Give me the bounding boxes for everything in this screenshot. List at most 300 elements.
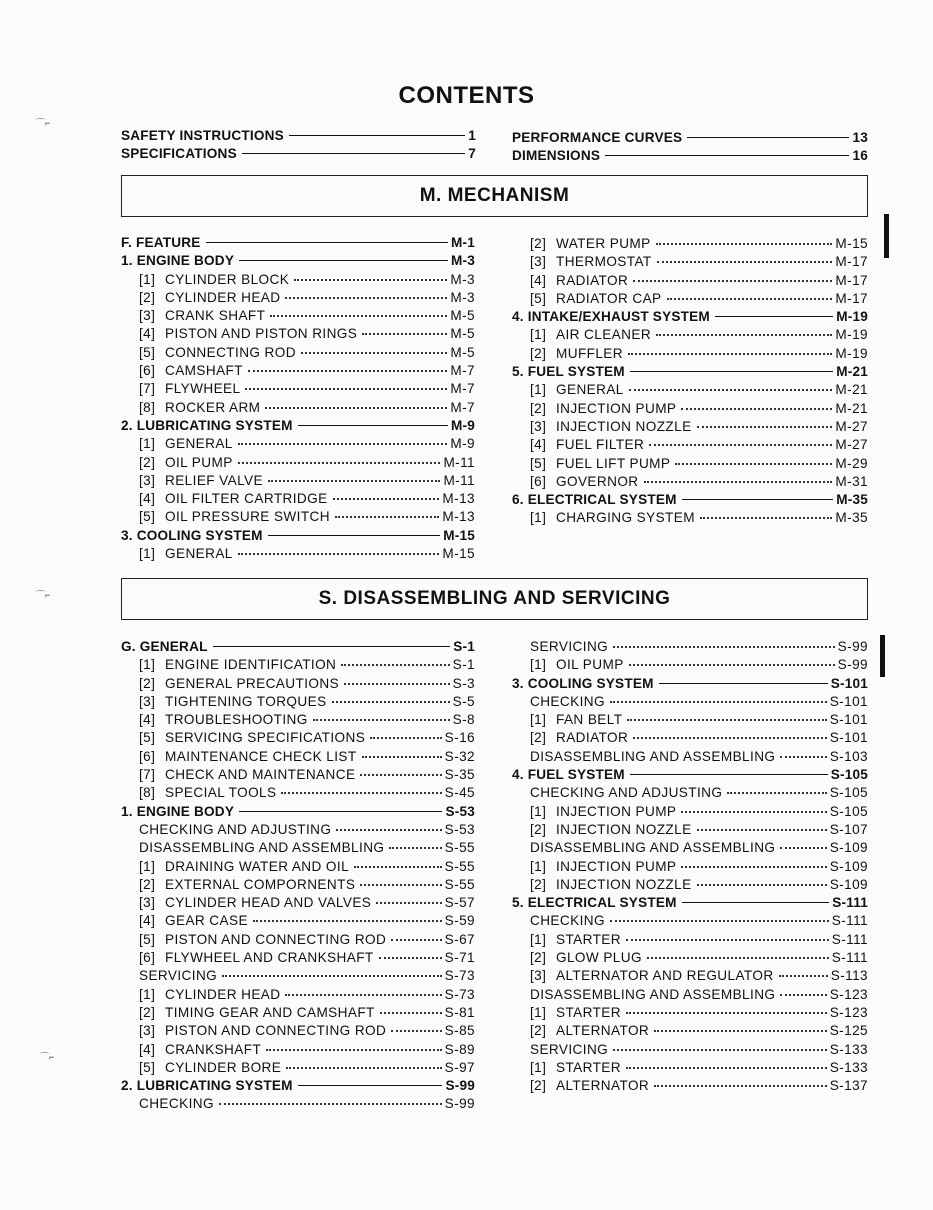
- toc-entry[interactable]: [512, 967, 868, 985]
- page-number: S-99: [837, 639, 868, 654]
- leader-line: [391, 939, 441, 941]
- toc-label: 4. FUEL SYSTEM: [512, 767, 625, 783]
- toc-item-text: CYLINDER HEAD AND VALVES: [165, 895, 372, 911]
- toc-entry[interactable]: [512, 253, 868, 271]
- toc-entry[interactable]: [121, 656, 475, 674]
- toc-entry[interactable]: [512, 931, 868, 949]
- page-number: S-111: [831, 950, 868, 966]
- page-number: M-3: [450, 253, 475, 269]
- toc-label: CHECKING AND ADJUSTING: [139, 821, 332, 837]
- toc-label: DIMENSIONS: [512, 148, 601, 164]
- toc-label: [121, 307, 267, 325]
- leader-line: [270, 315, 447, 317]
- leader-line: [697, 426, 833, 428]
- leader-line: [360, 884, 441, 886]
- toc-entry[interactable]: [512, 1022, 868, 1040]
- toc-label: [121, 325, 359, 343]
- toc-label: CHECKING: [139, 1096, 214, 1112]
- toc-entry[interactable]: [512, 803, 868, 821]
- page-number: S-8: [452, 712, 475, 728]
- toc-item-number: [5]: [530, 455, 547, 471]
- toc-entry[interactable]: [512, 821, 868, 839]
- leader-line: [268, 480, 440, 482]
- toc-entry[interactable]: [121, 508, 475, 526]
- toc-entry[interactable]: [121, 967, 475, 985]
- toc-label: [121, 858, 351, 876]
- toc-label: [121, 931, 388, 949]
- leader-line: [222, 975, 442, 977]
- leader-line: [647, 957, 829, 959]
- toc-item-text: CHECK AND MAINTENANCE: [165, 767, 356, 783]
- leader-line: [626, 1012, 827, 1014]
- toc-entry[interactable]: [121, 949, 475, 967]
- leader-line: [649, 444, 832, 446]
- toc-entry[interactable]: [512, 986, 868, 1004]
- leader-line: [626, 1067, 827, 1069]
- toc-entry[interactable]: [512, 381, 868, 399]
- toc-label: [121, 766, 357, 784]
- toc-entry[interactable]: [121, 986, 475, 1004]
- leader-line: [206, 242, 448, 243]
- leader-line: [610, 920, 829, 922]
- leader-line: [336, 829, 441, 831]
- toc-entry[interactable]: [121, 912, 475, 930]
- leader-line: [219, 1103, 442, 1105]
- toc-item-number: [4]: [139, 913, 156, 929]
- toc-entry[interactable]: [512, 235, 868, 253]
- toc-entry[interactable]: [121, 380, 475, 398]
- toc-entry[interactable]: [512, 729, 868, 747]
- toc-item-text: ALTERNATOR: [556, 1078, 650, 1094]
- page-number: S-111: [831, 931, 868, 947]
- page-number: M-5: [450, 308, 475, 324]
- toc-item-text: INJECTION PUMP: [556, 400, 677, 416]
- leader-line: [335, 516, 439, 518]
- toc-item-number: [3]: [530, 418, 547, 434]
- toc-item-number: [1]: [530, 931, 547, 947]
- toc-item-text: CYLINDER BORE: [165, 1059, 282, 1075]
- page-number: 1: [468, 128, 476, 143]
- leader-line: [675, 463, 832, 465]
- leader-line: [281, 792, 441, 794]
- toc-entry[interactable]: [512, 784, 868, 802]
- page-number: S-1: [453, 639, 475, 654]
- toc-entry[interactable]: [512, 748, 868, 766]
- toc-item-text: STARTER: [556, 931, 621, 947]
- toc-label: SERVICING: [139, 968, 218, 984]
- leader-line: [610, 701, 827, 703]
- toc-item-text: FUEL FILTER: [556, 437, 645, 453]
- toc-entry[interactable]: [121, 344, 475, 362]
- toc-chapter-entry[interactable]: [121, 234, 475, 252]
- leader-line: [362, 333, 447, 335]
- toc-chapter-entry[interactable]: [512, 491, 868, 509]
- toc-chapter-entry[interactable]: [121, 417, 475, 435]
- toc-label: [512, 931, 623, 949]
- page-number: S-55: [444, 840, 475, 856]
- toc-item-text: RADIATOR: [556, 730, 629, 746]
- leader-line: [239, 811, 442, 812]
- leader-line: [344, 683, 450, 685]
- leader-line: [656, 334, 832, 336]
- leader-line: [780, 756, 826, 758]
- page-number: M-27: [835, 437, 868, 453]
- toc-label: [121, 894, 373, 912]
- toc-item-number: [4]: [139, 326, 156, 342]
- toc-chapter-entry[interactable]: [121, 638, 475, 656]
- leader-line: [298, 1085, 443, 1086]
- toc-item-number: [2]: [530, 950, 547, 966]
- leader-line: [687, 137, 849, 138]
- toc-item-number: [2]: [530, 236, 547, 251]
- toc-label: [512, 235, 653, 253]
- toc-entry[interactable]: [512, 129, 868, 147]
- toc-entry[interactable]: [512, 147, 868, 165]
- toc-item-text: RELIEF VALVE: [165, 472, 263, 488]
- toc-item-number: [6]: [139, 363, 156, 379]
- page-number: S-107: [829, 821, 868, 837]
- page-number: 16: [852, 148, 868, 164]
- leader-line: [633, 737, 827, 739]
- toc-item-text: PISTON AND CONNECTING ROD: [165, 1023, 387, 1039]
- page-number: S-53: [444, 821, 475, 837]
- toc-entry[interactable]: [121, 876, 475, 894]
- section-tab-marker: [880, 635, 885, 677]
- toc-entry[interactable]: [121, 490, 475, 508]
- toc-entry[interactable]: [121, 839, 475, 857]
- toc-item-text: DRAINING WATER AND OIL: [165, 858, 350, 874]
- leader-line: [286, 1067, 441, 1069]
- toc-item-number: [3]: [139, 308, 156, 324]
- toc-entry[interactable]: [512, 839, 868, 857]
- toc-item-text: FAN BELT: [556, 712, 623, 728]
- toc-label: G. GENERAL: [121, 639, 208, 654]
- page-number: S-45: [444, 785, 475, 801]
- toc-chapter-entry[interactable]: [512, 894, 868, 912]
- toc-item-number: [2]: [139, 876, 156, 892]
- scan-mark: ⌒⌐: [36, 590, 51, 600]
- toc-chapter-entry[interactable]: [121, 252, 475, 270]
- toc-entry[interactable]: [121, 729, 475, 747]
- toc-entry[interactable]: [512, 345, 868, 363]
- page-number: M-17: [835, 290, 868, 306]
- toc-entry[interactable]: [512, 290, 868, 308]
- toc-item-text: OIL PUMP: [165, 454, 233, 470]
- toc-item-text: ALTERNATOR AND REGULATOR: [556, 968, 774, 984]
- toc-entry[interactable]: [512, 326, 868, 344]
- toc-entry[interactable]: [121, 399, 475, 417]
- leader-line: [626, 939, 829, 941]
- page-number: S-113: [830, 968, 868, 984]
- toc-item-number: [2]: [530, 730, 547, 746]
- toc-item-text: SPECIAL TOOLS: [165, 785, 277, 801]
- toc-label: [121, 748, 359, 766]
- toc-item-number: [7]: [139, 381, 156, 397]
- leader-line: [379, 957, 442, 959]
- leader-line: [633, 280, 832, 282]
- toc-label: [512, 253, 654, 271]
- toc-item-number: [1]: [530, 1004, 547, 1020]
- toc-entry[interactable]: [121, 472, 475, 490]
- toc-chapter-entry[interactable]: [512, 363, 868, 381]
- page-number: M-15: [835, 236, 868, 251]
- leader-line: [213, 646, 451, 647]
- toc-item-number: [3]: [530, 968, 547, 984]
- toc-item-number: [3]: [530, 254, 547, 270]
- leader-line: [333, 498, 440, 500]
- toc-entry[interactable]: [512, 473, 868, 491]
- toc-entry[interactable]: [121, 784, 475, 802]
- top-entries-left: [121, 127, 476, 164]
- page-number: M-19: [835, 327, 868, 343]
- toc-entry[interactable]: [512, 418, 868, 436]
- leader-line: [667, 298, 833, 300]
- page-number: M-11: [443, 454, 475, 470]
- toc-item-text: FLYWHEEL AND CRANKSHAFT: [165, 950, 374, 966]
- toc-entry[interactable]: [121, 325, 475, 343]
- toc-entry[interactable]: [512, 436, 868, 454]
- toc-label: 3. COOLING SYSTEM: [121, 527, 263, 543]
- leader-line: [727, 792, 826, 794]
- page-number: 13: [852, 130, 868, 145]
- leader-line: [301, 352, 447, 354]
- page-number: S-71: [444, 950, 475, 966]
- toc-item-text: SERVICING SPECIFICATIONS: [165, 730, 366, 746]
- toc-label: F. FEATURE: [121, 235, 201, 250]
- leader-line: [376, 902, 441, 904]
- leader-line: [681, 408, 832, 410]
- page-number: M-21: [835, 382, 868, 398]
- toc-label: DISASSEMBLING AND ASSEMBLING: [530, 986, 776, 1002]
- toc-entry[interactable]: [121, 821, 475, 839]
- leader-line: [285, 297, 447, 299]
- page-number: S-16: [444, 730, 475, 746]
- page-number: S-109: [829, 876, 868, 892]
- toc-entry[interactable]: [512, 949, 868, 967]
- toc-label: DISASSEMBLING AND ASSEMBLING: [139, 840, 385, 856]
- toc-item-number: [5]: [139, 344, 156, 360]
- toc-entry[interactable]: [512, 509, 868, 527]
- leader-line: [380, 1012, 442, 1014]
- toc-entry[interactable]: [121, 271, 475, 289]
- page-number: S-137: [829, 1078, 868, 1094]
- toc-entry[interactable]: [121, 894, 475, 912]
- toc-label: [121, 711, 310, 729]
- toc-entry[interactable]: [121, 307, 475, 325]
- toc-item-number: [1]: [530, 327, 547, 343]
- toc-entry[interactable]: [121, 711, 475, 729]
- toc-chapter-entry[interactable]: [512, 308, 868, 326]
- mechanism-right-column: [512, 235, 868, 528]
- toc-item-text: FLYWHEEL: [165, 381, 241, 397]
- toc-item-number: [6]: [139, 748, 156, 764]
- toc-entry[interactable]: [121, 362, 475, 380]
- toc-item-text: OIL PRESSURE SWITCH: [165, 509, 330, 525]
- toc-item-text: EXTERNAL COMPORNENTS: [165, 876, 356, 892]
- page-number: S-101: [829, 693, 868, 709]
- toc-chapter-entry[interactable]: [512, 766, 868, 784]
- toc-label: DISASSEMBLING AND ASSEMBLING: [530, 748, 776, 764]
- page-number: S-1: [452, 657, 475, 673]
- toc-entry[interactable]: [512, 455, 868, 473]
- toc-entry[interactable]: [512, 1077, 868, 1095]
- leader-line: [627, 719, 826, 721]
- page-number: M-13: [442, 491, 475, 507]
- toc-entry[interactable]: [512, 876, 868, 894]
- toc-item-text: INJECTION PUMP: [556, 803, 677, 819]
- toc-entry[interactable]: [121, 145, 476, 163]
- toc-label: [121, 490, 330, 508]
- toc-entry[interactable]: [121, 289, 475, 307]
- toc-label: [121, 1059, 283, 1077]
- toc-label: 5. FUEL SYSTEM: [512, 364, 625, 380]
- leader-line: [313, 719, 450, 721]
- leader-line: [659, 683, 828, 684]
- toc-entry[interactable]: [121, 858, 475, 876]
- toc-entry[interactable]: [512, 711, 868, 729]
- toc-chapter-entry[interactable]: [121, 1077, 475, 1095]
- toc-entry[interactable]: [512, 638, 868, 656]
- toc-label: [121, 1004, 377, 1022]
- page-number: S-73: [444, 968, 475, 984]
- toc-item-number: [7]: [139, 767, 156, 783]
- page-number: M-3: [450, 271, 475, 287]
- toc-label: [121, 344, 298, 362]
- scan-mark: ⌒⌐: [36, 118, 51, 128]
- toc-label: [512, 418, 694, 436]
- page-number: M-35: [835, 510, 868, 526]
- page-number: M-11: [443, 472, 475, 488]
- toc-entry[interactable]: [121, 931, 475, 949]
- toc-item-number: [1]: [139, 546, 156, 562]
- toc-entry[interactable]: [121, 454, 475, 472]
- toc-entry[interactable]: [512, 1004, 868, 1022]
- leader-line: [605, 155, 849, 156]
- toc-entry[interactable]: [121, 1095, 475, 1113]
- toc-item-number: [2]: [530, 345, 547, 361]
- toc-entry[interactable]: [512, 1059, 868, 1077]
- toc-label: [512, 803, 678, 821]
- page-number: S-99: [837, 657, 868, 673]
- toc-chapter-entry[interactable]: [121, 803, 475, 821]
- page-number: M-7: [450, 363, 475, 379]
- page-number: S-125: [829, 1023, 868, 1039]
- page-number: M-1: [450, 235, 475, 250]
- toc-entry[interactable]: [512, 693, 868, 711]
- toc-item-number: [4]: [530, 272, 547, 288]
- toc-entry[interactable]: [121, 127, 476, 145]
- toc-entry[interactable]: [512, 858, 868, 876]
- toc-item-text: TIGHTENING TORQUES: [165, 693, 327, 709]
- page-number: S-3: [452, 675, 475, 691]
- leader-line: [656, 243, 833, 245]
- page-number: M-31: [835, 473, 868, 489]
- toc-item-number: [1]: [530, 510, 547, 526]
- toc-entry[interactable]: [121, 748, 475, 766]
- page-number: S-55: [444, 876, 475, 892]
- toc-item-number: [2]: [139, 1004, 156, 1020]
- leader-line: [266, 1049, 442, 1051]
- toc-label: [121, 435, 235, 453]
- section-tab-marker: [884, 214, 889, 258]
- toc-entry[interactable]: [512, 656, 868, 674]
- toc-item-text: PISTON AND CONNECTING ROD: [165, 931, 387, 947]
- leader-line: [238, 443, 448, 445]
- toc-label: SPECIFICATIONS: [121, 146, 237, 162]
- toc-entry[interactable]: [121, 435, 475, 453]
- section-heading-text: M. MECHANISM: [419, 185, 570, 206]
- leader-line: [389, 847, 441, 849]
- toc-entry[interactable]: [512, 912, 868, 930]
- leader-line: [681, 811, 826, 813]
- page-number: M-5: [450, 344, 475, 360]
- toc-label: CHECKING AND ADJUSTING: [530, 785, 723, 801]
- toc-chapter-entry[interactable]: [121, 527, 475, 545]
- toc-item-number: [2]: [530, 876, 547, 892]
- toc-entry[interactable]: [512, 1041, 868, 1059]
- toc-item-number: [8]: [139, 785, 156, 801]
- toc-item-text: FUEL LIFT PUMP: [556, 455, 671, 471]
- toc-item-number: [1]: [530, 712, 547, 728]
- toc-item-text: CAMSHAFT: [165, 363, 243, 379]
- toc-item-text: CRANK SHAFT: [165, 308, 266, 324]
- page-number: S-133: [829, 1059, 868, 1075]
- toc-chapter-entry[interactable]: [512, 675, 868, 693]
- toc-entry[interactable]: [121, 675, 475, 693]
- leader-line: [780, 994, 826, 996]
- toc-label: [512, 436, 646, 454]
- toc-item-text: STARTER: [556, 1059, 621, 1075]
- page-number: S-109: [829, 840, 868, 856]
- toc-entry[interactable]: [121, 1022, 475, 1040]
- toc-entry[interactable]: [121, 766, 475, 784]
- toc-entry[interactable]: [512, 400, 868, 418]
- page-number: S-97: [444, 1059, 475, 1075]
- toc-entry[interactable]: [512, 272, 868, 290]
- page-number: M-3: [450, 289, 475, 305]
- toc-label: [512, 509, 697, 527]
- toc-item-text: GENERAL: [165, 436, 233, 452]
- page-number: M-35: [836, 492, 868, 508]
- toc-item-text: THERMOSTAT: [556, 254, 652, 270]
- toc-item-number: [1]: [139, 986, 156, 1002]
- page-number: S-53: [445, 803, 475, 819]
- toc-entry[interactable]: [121, 693, 475, 711]
- toc-label: CHECKING: [530, 693, 605, 709]
- toc-item-number: [3]: [139, 472, 156, 488]
- page-number: S-133: [829, 1041, 868, 1057]
- toc-entry[interactable]: [121, 1041, 475, 1059]
- section-heading-disassembling: [121, 578, 868, 620]
- toc-label: [121, 454, 235, 472]
- toc-label: PERFORMANCE CURVES: [512, 130, 683, 145]
- toc-item-number: [4]: [530, 437, 547, 453]
- toc-label: 6. ELECTRICAL SYSTEM: [512, 492, 677, 508]
- toc-entry[interactable]: [121, 1059, 475, 1077]
- toc-entry[interactable]: [121, 1004, 475, 1022]
- toc-item-number: [4]: [139, 712, 156, 728]
- mechanism-left-column: [121, 234, 475, 563]
- page-number: S-81: [444, 1004, 475, 1020]
- toc-label: 1. ENGINE BODY: [121, 803, 235, 819]
- toc-item-number: [5]: [530, 290, 547, 306]
- leader-line: [294, 279, 447, 281]
- toc-entry[interactable]: [121, 545, 475, 563]
- toc-label: [512, 821, 694, 839]
- toc-label: [121, 656, 338, 674]
- page-number: S-73: [444, 986, 475, 1002]
- toc-label: [121, 949, 376, 967]
